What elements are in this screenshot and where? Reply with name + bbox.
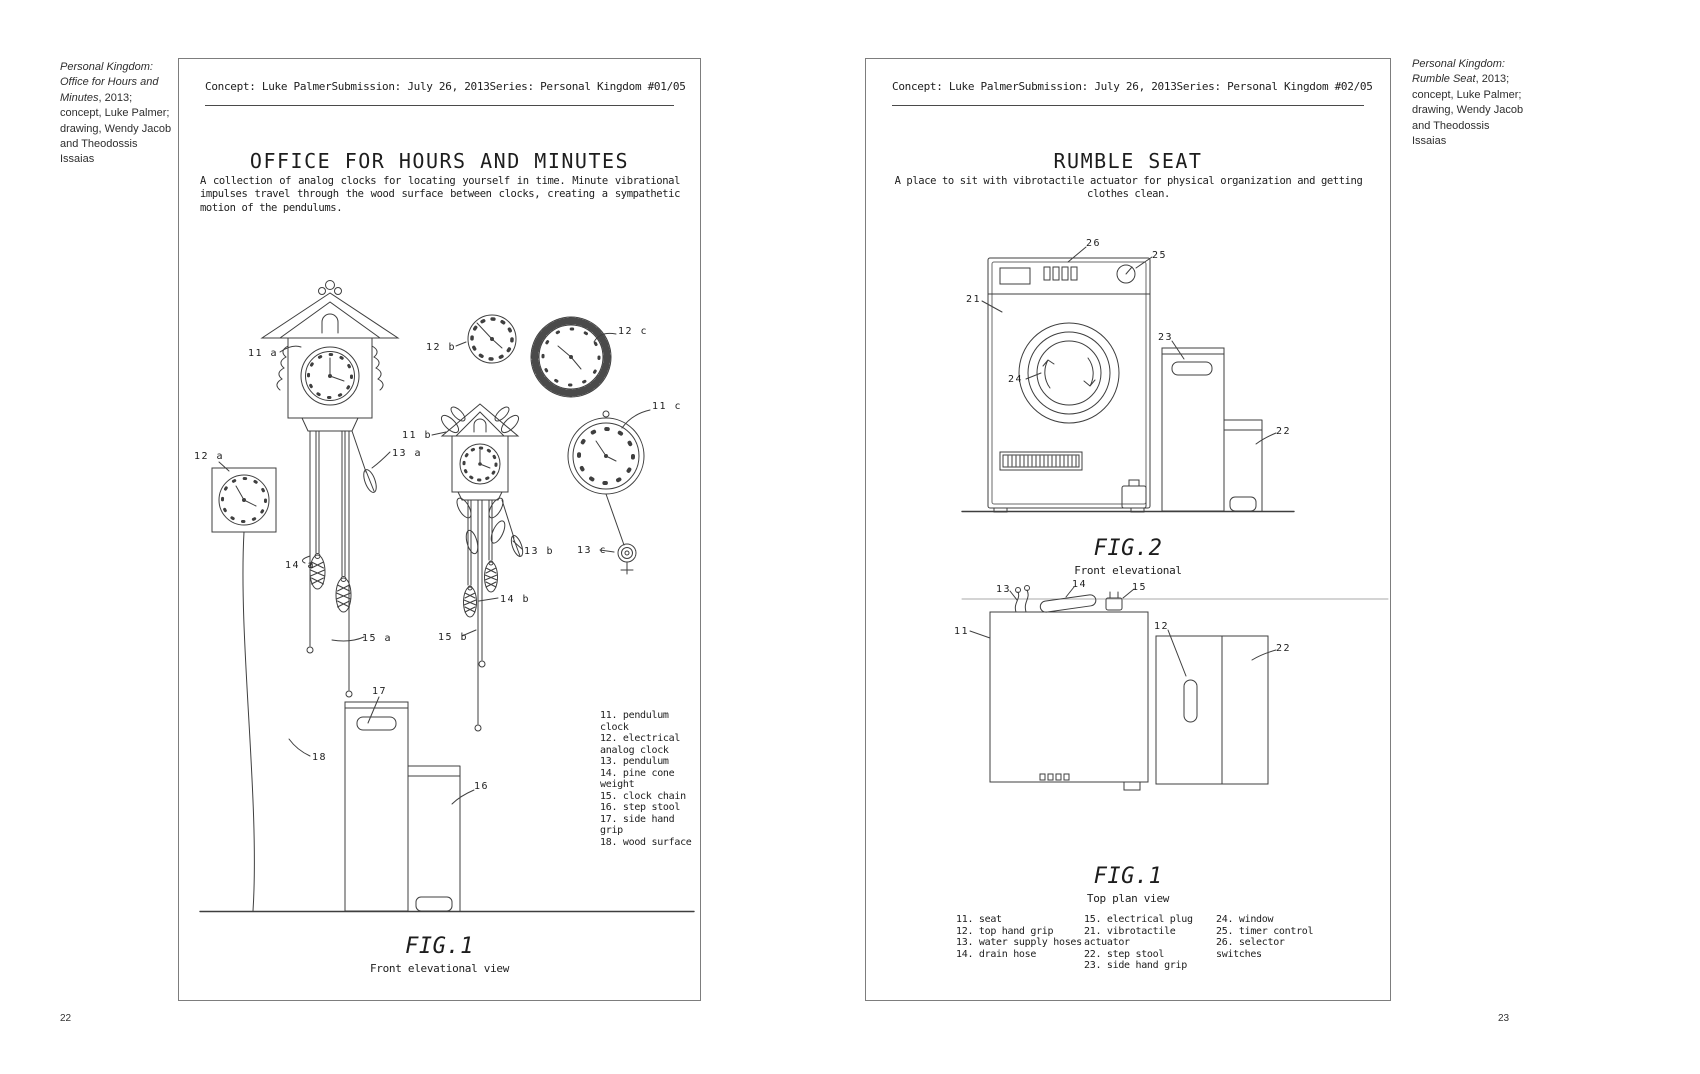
legend-item: 17. side hand grip [600,813,675,836]
callout-17: 17 [372,686,388,697]
callout-22: 22 [1276,426,1292,437]
callout-14a: 14 a [285,560,316,571]
callout-18: 18 [312,752,328,763]
legend-item: 18. wood surface [600,836,692,848]
drawing-rumble-seat-front [865,230,1390,590]
legend-item: 12. electrical analog clock [600,733,681,756]
callout-11c: 11 c [652,401,683,412]
figure-label: FIG.1 [1093,864,1163,889]
analog-clock-bezel [531,317,611,397]
step-stool-plan [1156,636,1268,784]
callout-12: 12 [1154,621,1170,632]
callout-13: 13 [996,584,1012,595]
callout-14: 14 [1072,579,1088,590]
figure-label: FIG.2 [1093,536,1163,561]
credits: , 2013; concept, Luke Palmer; drawing, Wendy Jacob and Theodossis Issaias [1412,73,1524,147]
header-rule [892,105,1364,106]
callout-13a: 13 a [392,448,423,459]
callout-12c: 12 c [618,326,649,337]
cuckoo-clock-small [439,404,525,731]
legend-item: 16. step stool [600,802,681,813]
legend-item: 12. top hand grip [956,925,1054,937]
legend-item: 15. clock chain [600,790,686,802]
legend-column-2 [1084,914,1216,972]
callout-12a: 12 a [194,451,225,462]
callout-23: 23 [1158,332,1174,343]
callout-13b: 13 b [524,546,555,557]
callout-13c: 13 c [577,545,608,556]
callout-26: 26 [1086,238,1102,249]
legend-item: 14. pine cone weight [600,767,675,790]
callout-15: 15 [1132,582,1148,593]
credits: , 2013; concept, Luke Palmer; drawing, Wendy Jacob and Theodossis Issaias [60,91,172,166]
legend-item: 24. window [1216,914,1274,925]
header-concept: Concept: Luke Palmer [205,80,332,93]
callout-labels [194,326,682,792]
header-rule [205,105,674,106]
callout-15a: 15 a [362,633,393,644]
margin-caption-left [60,60,174,168]
callout-12b: 12 b [426,342,457,353]
legend-column-1 [956,914,1084,972]
callout-16: 16 [474,781,490,792]
callout-labels [954,579,1291,654]
legend-column-3 [1216,914,1326,972]
page-number-left: 22 [60,1013,72,1024]
legend-item: 14. drain hose [956,948,1037,960]
header-concept: Concept: Luke Palmer [892,80,1019,93]
header-submission: Submission: July 26, 2013 [331,80,490,93]
legend-item: 13. water supply hoses [956,937,1082,948]
electrical-plug [1106,598,1122,610]
callout-14b: 14 b [500,594,531,605]
leader-lines [982,247,1276,444]
sheet-header [892,80,1373,93]
leader-lines [970,587,1276,676]
callout-25: 25 [1152,250,1168,261]
top-hand-grip [1184,680,1197,722]
legend-item: 23. side hand grip [1084,960,1187,971]
legend-item: 15. electrical plug [1084,914,1193,925]
work-title: Personal Kingdom: Office for Hours and Minutes [60,61,159,104]
header-submission: Submission: July 26, 2013 [1018,80,1177,93]
margin-caption-right [1412,57,1526,149]
legend-item: 13. pendulum [600,756,669,767]
sheet-description: A place to sit with vibrotactile actuator for physical organization and getting clothes clean. [894,175,1363,201]
header-series: Series: Personal Kingdom #02/05 [1176,80,1373,93]
drain-hose [1040,594,1097,613]
callout-11b: 11 b [402,430,433,441]
figure-sublabel: Front elevational [1074,564,1182,577]
legend-item: 22. step stool [1084,948,1165,960]
callout-15b: 15 b [438,632,469,643]
figure-sublabel: Top plan view [1086,892,1170,905]
washing-machine [988,258,1150,512]
callout-11a: 11 a [248,348,279,359]
parts-legend [956,914,1326,972]
callout-24: 24 [1008,374,1024,385]
header-series: Series: Personal Kingdom #01/05 [489,80,686,93]
sheet-description: A collection of analog clocks for locating yourself in time. Minute vibrational impulses travel through the wood surface between clocks, creating a sympathetic motion of the pendulums. [200,175,680,214]
figure-sublabel: Front elevational view [369,962,510,975]
water-supply-hoses [1015,590,1028,612]
legend-item: 25. timer control [1216,925,1314,937]
work-title: Personal Kingdom: Rumble Seat [1412,58,1505,86]
step-stool [345,702,460,911]
analog-clock-small [468,315,516,363]
callout-21: 21 [966,294,982,305]
machine-plan [990,586,1148,791]
square-wall-clock [212,468,276,911]
callout-11: 11 [954,626,970,637]
page-number-right: 23 [1498,1013,1510,1024]
legend-item: 11. pendulum clock [600,710,669,733]
callout-22: 22 [1276,643,1292,654]
step-stool [1162,348,1262,511]
legend-item: 26. selector switches [1216,937,1285,960]
power-cord [243,532,254,911]
leader-lines [219,333,650,804]
sheet-title: RUMBLE SEAT [1053,149,1203,173]
sheet-title: OFFICE FOR HOURS AND MINUTES [249,149,630,173]
figure-label: FIG.1 [405,934,474,959]
sheet-header [205,80,686,93]
drawing-office-for-hours [178,205,700,1000]
legend-item: 21. vibrotactile actuator [1084,925,1176,948]
legend-item: 11. seat [956,914,1002,925]
drawing-rumble-seat-plan [865,579,1390,895]
window [1037,341,1101,405]
selector-switches [1044,267,1050,280]
door [1019,323,1119,423]
